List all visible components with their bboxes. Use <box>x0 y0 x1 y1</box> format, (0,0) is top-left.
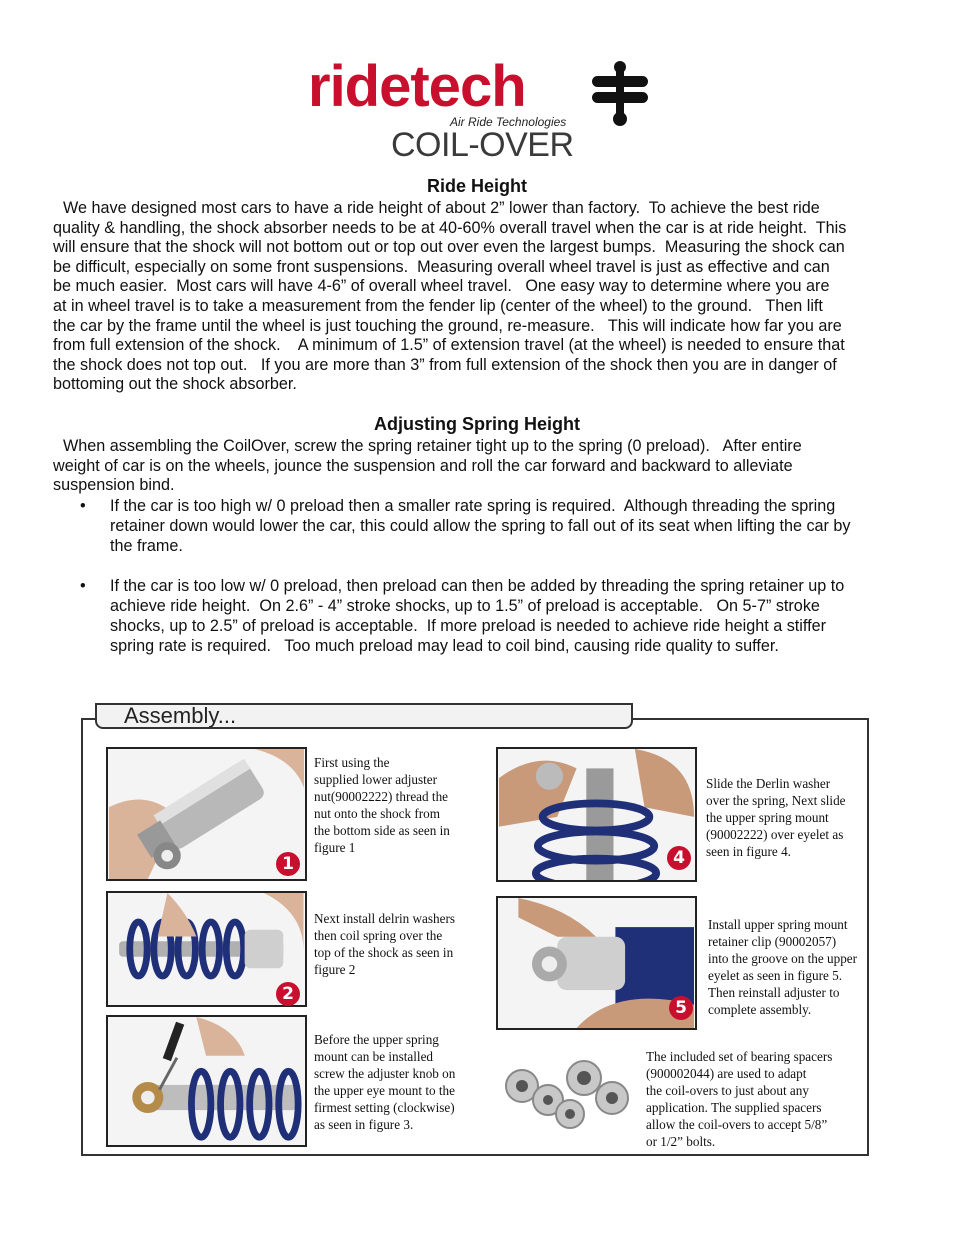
text-line: will ensure that the shock will not bottom out or top out over even the largest bumps. Measuring the shock can <box>53 238 845 257</box>
text-line: figure 1 <box>314 840 356 855</box>
text-line: If the car is too high w/ 0 preload then a smaller rate spring is required. Although threading the spring <box>110 497 836 515</box>
text-line: If the car is too low w/ 0 preload, then preload can then be added by threading the spring retainer up to <box>110 577 845 595</box>
text-line: into the groove on the upper <box>708 951 858 966</box>
brand-mark-icon <box>590 60 650 128</box>
text-line: quality & handling, the shock absorber needs to be at 40-60% overall travel when the car is at ride height. This <box>53 218 847 237</box>
text-line: figure 2 <box>314 962 356 977</box>
figure-3-photo <box>106 1015 307 1147</box>
figure-5-caption <box>708 916 857 1018</box>
text-line: as seen in figure 3. <box>314 1117 414 1132</box>
spring-height-intro <box>53 437 913 496</box>
text-line: (900002044) are used to adapt <box>646 1066 807 1081</box>
bullet-text <box>110 497 910 557</box>
text-line: Install upper spring mount <box>708 917 848 932</box>
text-line: then coil spring over the <box>314 928 443 943</box>
text-line: retainer clip (90002057) <box>708 934 837 949</box>
text-line: suspension bind. <box>53 476 175 495</box>
text-line: retainer down would lower the car, this could allow the spring to fall out of its seat when lifting the car by <box>110 516 851 535</box>
text-line: complete assembly. <box>708 1002 812 1017</box>
brand-logo-text: ridetech <box>308 54 526 119</box>
text-line: the coil-overs to just about any <box>646 1083 809 1098</box>
figure-2-badge: 2 <box>276 982 300 1006</box>
figure-4-caption <box>706 775 846 860</box>
text-line: be difficult, especially on some front suspensions. Measuring overall wheel travel is just as effective and can <box>53 257 830 276</box>
bullet-marker: • <box>80 577 86 595</box>
text-line: mount can be installed <box>314 1049 434 1064</box>
text-line: Slide the Derlin washer <box>706 776 831 791</box>
figure-3-caption <box>314 1031 455 1133</box>
text-line: achieve ride height. On 2.6” - 4” stroke shocks, up to 1.5” of preload is acceptable. On 5-7” stroke <box>110 596 820 615</box>
figure-5-badge: 5 <box>669 996 693 1020</box>
text-line: spring rate is required. Too much preload may lead to coil bind, causing ride quality to suffer. <box>110 636 779 655</box>
text-line: the car by the frame until the wheel is just touching the ground, re-measure. This will indicate how far you are <box>53 316 842 335</box>
figure-2-caption <box>314 910 455 978</box>
bearing-spacers-photo <box>500 1056 635 1136</box>
text-line: the upper spring mount <box>706 810 829 825</box>
figure-1-badge: 1 <box>276 852 300 876</box>
bearing-spacers-caption <box>646 1048 832 1150</box>
text-line: Next install delrin washers <box>314 911 455 926</box>
figure-1-caption <box>314 754 450 856</box>
text-line: at in wheel travel is to take a measurement from the fender lip (center of the wheel) to the ground. Then lift <box>53 296 823 315</box>
text-line: application. The supplied spacers <box>646 1100 822 1115</box>
figure-4-badge: 4 <box>667 846 691 870</box>
text-line: shocks, up to 2.5” of preload is acceptable. If more preload is needed to achieve ride height a stiffer <box>110 616 826 635</box>
text-line: allow the coil-overs to accept 5/8” <box>646 1117 828 1132</box>
bullet-marker: • <box>80 497 86 515</box>
text-line: from full extension of the shock. A minimum of 1.5” of extension travel (at the wheel) is needed to ensure that <box>53 336 845 355</box>
text-line: the bottom side as seen in <box>314 823 450 838</box>
document-title: COIL-OVER <box>391 126 574 164</box>
text-line: Then reinstall adjuster to <box>708 985 840 1000</box>
figure-5-photo <box>496 896 697 1030</box>
text-line: be much easier. Most cars will have 4-6” of overall wheel travel. One easy way to determine where you are <box>53 277 830 296</box>
text-line: We have designed most cars to have a ride height of about 2” lower than factory. To achieve the best ride <box>63 199 820 217</box>
text-line: the frame. <box>110 536 183 555</box>
text-line: firmest setting (clockwise) <box>314 1100 455 1115</box>
bullet-item <box>80 577 910 657</box>
brand-tagline: Air Ride Technologies <box>450 115 567 129</box>
assembly-title: Assembly... <box>124 703 237 728</box>
text-line: weight of car is on the wheels, jounce the suspension and roll the car forward and backward to alleviate <box>53 456 793 475</box>
text-line: (90002222) over eyelet as <box>706 827 844 842</box>
text-line: seen in figure 4. <box>706 844 791 859</box>
ride-height-heading: Ride Height <box>426 176 527 196</box>
text-line: screw the adjuster knob on <box>314 1066 456 1081</box>
text-line: supplied lower adjuster <box>314 772 438 787</box>
text-line: The included set of bearing spacers <box>646 1049 833 1064</box>
text-line: nut onto the shock from <box>314 806 440 821</box>
text-line: Before the upper spring <box>314 1032 439 1047</box>
text-line: the shock does not top out. If you are more than 3” from full extension of the shock then you are in danger of <box>53 355 837 374</box>
text-line: When assembling the CoilOver, screw the spring retainer tight up to the spring (0 preload). After entire <box>63 437 802 455</box>
spring-height-heading: Adjusting Spring Height <box>374 414 580 434</box>
text-line: eyelet as seen in figure 5. <box>708 968 843 983</box>
text-line: First using the <box>314 755 390 770</box>
bullet-item <box>80 497 910 557</box>
text-line: the upper eye mount to the <box>314 1083 455 1098</box>
ride-height-paragraph <box>53 199 913 395</box>
text-line: bottoming out the shock absorber. <box>53 375 297 394</box>
text-line: nut(90002222) thread the <box>314 789 449 804</box>
text-line: over the spring, Next slide <box>706 793 846 808</box>
text-line: top of the shock as seen in <box>314 945 454 960</box>
bullet-text <box>110 577 910 657</box>
text-line: or 1/2” bolts. <box>646 1134 716 1149</box>
